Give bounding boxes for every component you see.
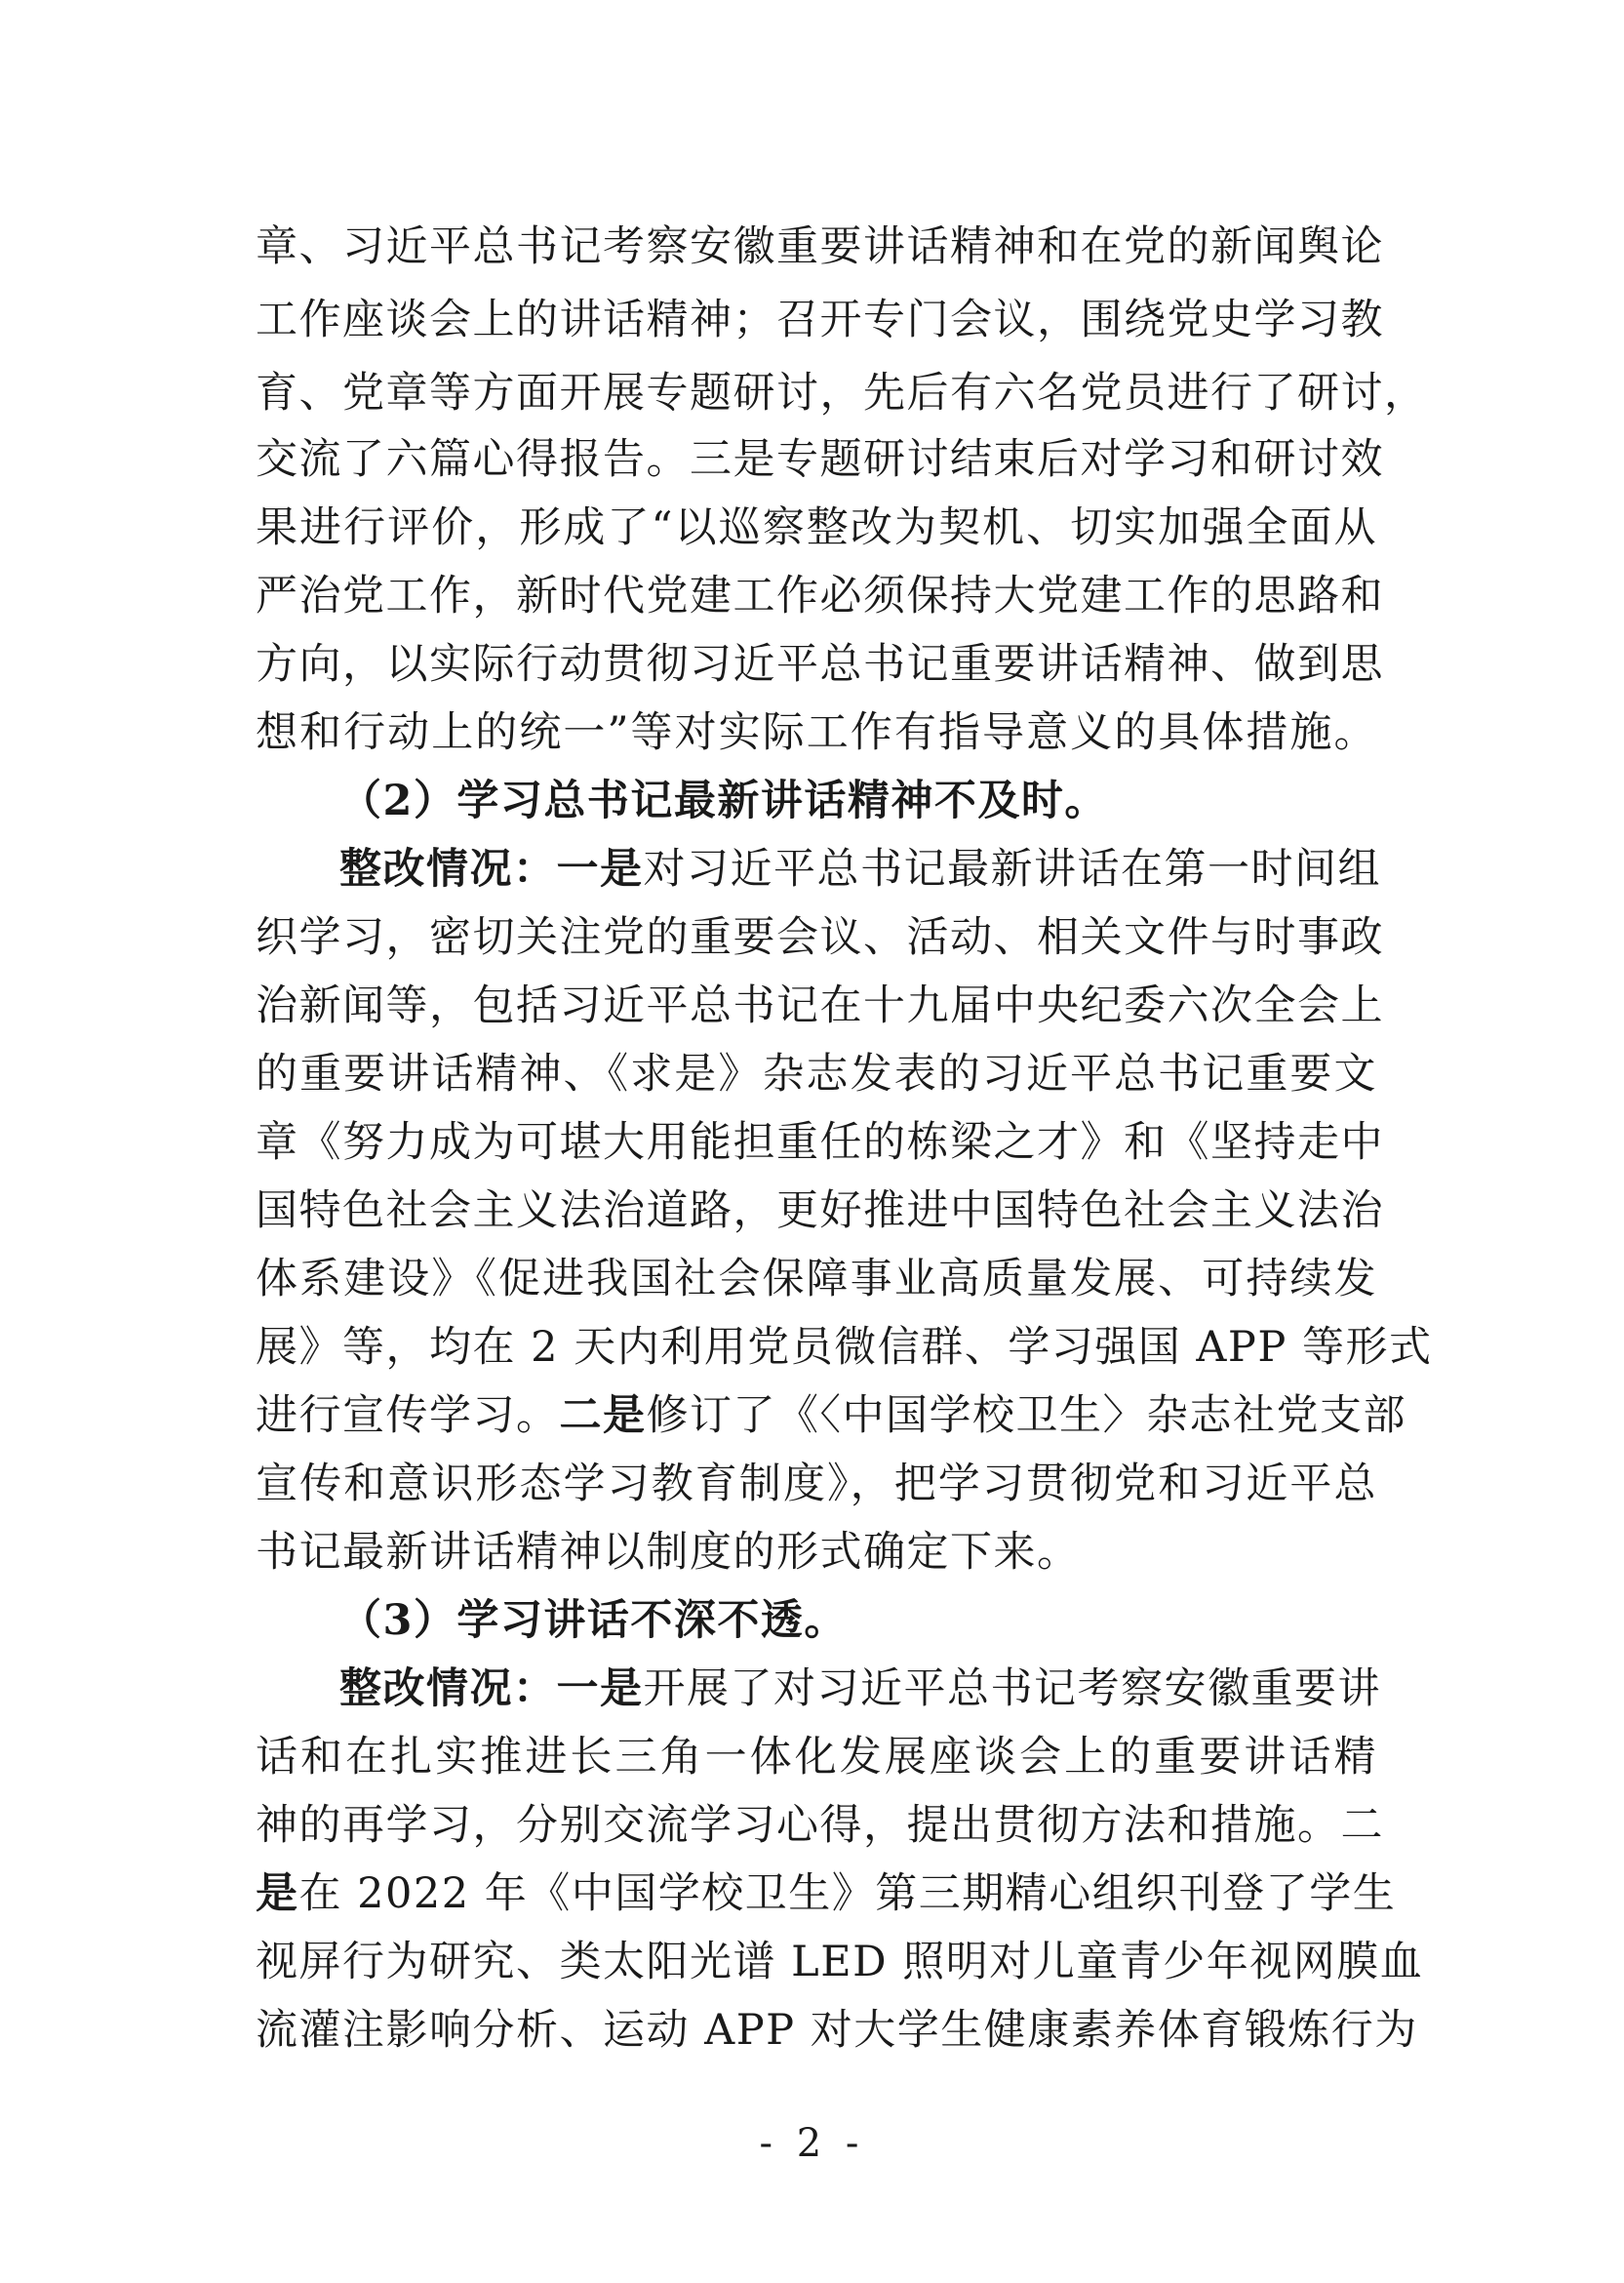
body-text: 进行宣传学习。 (256, 1391, 560, 1440)
body-line-1: 章、习近平总书记考察安徽重要讲话精神和在党的新闻舆论 (256, 222, 1384, 271)
body-line: 宣传和意识形态学习教育制度》，把学习贯彻党和习近平总 (256, 1460, 1377, 1508)
body-line-4: 交流了六篇心得报告。三是专题研讨结束后对学习和研讨效 (256, 435, 1384, 484)
body-line: 体系建设》《促进我国社会保障事业高质量发展、可持续发 (256, 1255, 1377, 1303)
body-line-3: 育、党章等方面开展专题研讨，先后有六名党员进行了研讨， (256, 369, 1428, 418)
point-marker-second: 二是 (559, 1391, 647, 1440)
rectification-text: 开展了对习近平总书记考察安徽重要讲 (643, 1664, 1381, 1713)
body-text: 在 2022 年《中国学校卫生》第三期精心组织刊登了学生 (298, 1869, 1397, 1918)
point-marker-first: 一是 (556, 845, 644, 894)
body-line: 神的再学习，分别交流学习心得，提出贯彻方法和措施。二 (256, 1801, 1384, 1850)
point-marker-second: 是 (256, 1869, 299, 1918)
body-line-last: 书记最新讲话精神以制度的形式确定下来。 (256, 1528, 1081, 1577)
point-marker-first: 一是 (556, 1664, 644, 1713)
body-line: 流灌注影响分析、运动 APP 对大学生健康素养体育锻炼行为 (256, 2006, 1418, 2055)
body-line: 话和在扎实推进长三角一体化发展座谈会上的重要讲话精 (256, 1733, 1377, 1782)
body-line-7: 方向，以实际行动贯彻习近平总书记重要讲话精神、做到思 (256, 640, 1384, 689)
rectification-para-2-first-line (339, 842, 1381, 897)
body-line: 的重要讲话精神、《求是》杂志发表的习近平总书记重要文 (256, 1050, 1377, 1099)
rectification-label: 整改情况： (339, 1664, 557, 1713)
body-line-5: 果进行评价，形成了“以巡察整改为契机、切实加强全面从 (256, 503, 1377, 552)
section-heading-3: （3）学习讲话不深不透。 (339, 1596, 848, 1645)
body-line: 治新闻等，包括习近平总书记在十九届中央纪委六次全会上 (256, 981, 1384, 1030)
body-line: 视屏行为研究、类太阳光谱 LED 照明对儿童青少年视网膜血 (256, 1938, 1424, 1986)
section-heading-2: （2）学习总书记最新讲话精神不及时。 (339, 777, 1108, 825)
page-number: - 2 - (759, 2121, 865, 2166)
body-line: 织学习，密切关注党的重要会议、活动、相关文件与时事政 (256, 913, 1384, 962)
body-line-2: 工作座谈会上的讲话精神；召开专门会议，围绕党史学习教 (256, 296, 1384, 344)
body-line-6: 严治党工作，新时代党建工作必须保持大党建工作的思路和 (256, 572, 1384, 621)
body-line-8: 想和行动上的统一”等对实际工作有指导意义的具体措施。 (256, 708, 1377, 757)
rectification-text: 对习近平总书记最新讲话在第一时间组 (643, 845, 1381, 894)
body-line: 展》等，均在 2 天内利用党员微信群、学习强国 APP 等形式 (256, 1323, 1433, 1372)
body-line: 国特色社会主义法治道路，更好推进中国特色社会主义法治 (256, 1186, 1384, 1235)
rectification-para-3-first-line (339, 1662, 1381, 1716)
body-line-with-marker (256, 1388, 1406, 1443)
body-line-with-marker (256, 1866, 1397, 1921)
body-line: 章《努力成为可堪大用能担重任的栋梁之才》和《坚持走中 (256, 1118, 1384, 1167)
rectification-label: 整改情况： (339, 845, 557, 894)
body-text: 修订了《〈中国学校卫生〉杂志社党支部 (646, 1391, 1406, 1440)
